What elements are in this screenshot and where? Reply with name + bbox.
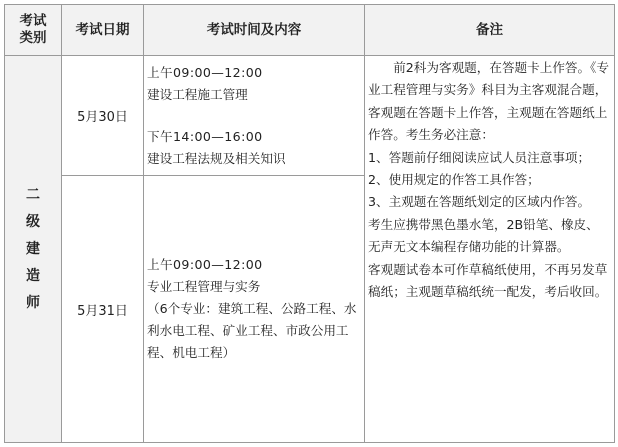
session-detail: （6个专业：建筑工程、公路工程、水利水电工程、矿业工程、市政公用工程、机电工程） [147, 301, 357, 360]
session-cell [144, 176, 365, 443]
table-row [5, 56, 615, 176]
header-time-content: 考试时间及内容 [144, 5, 365, 56]
date-cell: 5月30日 [62, 56, 144, 176]
remarks-tools: 考生应携带黑色墨水笔，2B铅笔、橡皮、无声无文本编程存储功能的计算器。 [368, 216, 599, 255]
header-category: 考试类别 [5, 5, 62, 56]
header-date: 考试日期 [62, 5, 144, 56]
session-time: 上午09:00—12:00 [147, 64, 263, 80]
session-time: 下午14:00—16:00 [147, 128, 263, 144]
remarks-item: 1、答题前仔细阅读应试人员注意事项； [368, 149, 591, 165]
header-remarks: 备注 [365, 5, 615, 56]
session-subject: 建设工程法规及相关知识 [147, 150, 286, 166]
session-cell [144, 56, 365, 176]
category-cell [5, 56, 62, 443]
header-row [5, 5, 615, 56]
exam-schedule-table [4, 4, 615, 443]
remarks-item: 3、主观题在答题纸划定的区域内作答。 [368, 194, 591, 210]
remarks-draft: 客观题试卷本可作草稿纸使用，不再另发草稿纸；主观题草稿纸统一配发，考后收回。 [368, 261, 608, 300]
category-label: 二级建造师 [26, 186, 40, 311]
session-time: 上午09:00—12:00 [147, 257, 263, 272]
remarks-item: 2、使用规定的作答工具作答； [368, 172, 540, 188]
remarks-intro: 前2科为客观题，在答题卡上作答。《专业工程管理与实务》科目为主客观混合题，客观题在答题卡上作答，主观题在答题纸上作答。考生务必注意： [368, 60, 609, 143]
session-subject: 建设工程施工管理 [147, 86, 248, 102]
session-subject: 专业工程管理与实务 [147, 279, 261, 294]
date-cell: 5月31日 [62, 176, 144, 443]
remarks-cell [365, 56, 615, 443]
